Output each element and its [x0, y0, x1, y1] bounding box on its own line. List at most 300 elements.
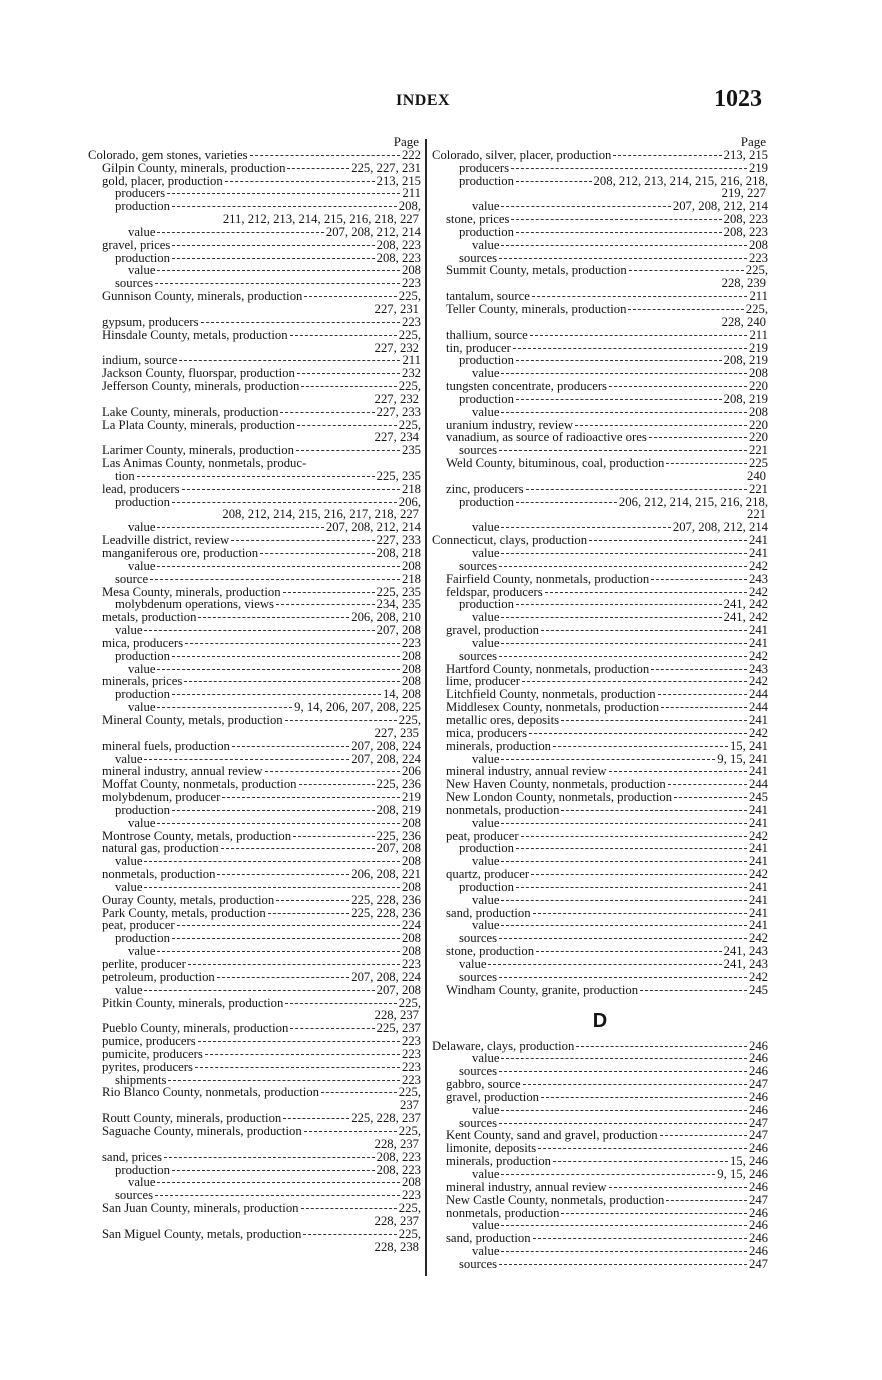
index-entry [88, 419, 421, 432]
leader-dots [499, 1070, 747, 1072]
entry-term: gravel, prices [102, 237, 171, 252]
entry-pages: 208 [401, 854, 421, 869]
index-continuation: 208, 212, 214, 215, 216, 217, 218, 227 [222, 507, 419, 522]
index-entry [432, 213, 768, 226]
entry-pages: 208 [401, 1175, 421, 1190]
entry-term: value [472, 815, 500, 830]
leader-dots [198, 1040, 400, 1042]
index-entry [88, 483, 421, 496]
entry-term: Hinsdale County, metals, production [102, 327, 288, 342]
entry-pages: 225, [398, 379, 421, 394]
index-entry [88, 457, 421, 470]
entry-term: producers [115, 186, 166, 201]
leader-dots [516, 398, 722, 400]
entry-pages: 206, [398, 494, 421, 509]
index-entry [432, 1181, 768, 1194]
entry-term: Mesa County, minerals, production [102, 584, 281, 599]
leader-dots [144, 886, 399, 888]
entry-term: value [472, 610, 500, 625]
entry-pages: 241 [748, 879, 768, 894]
entry-term: Windham County, granite, production [446, 982, 639, 997]
entry-pages: 241, 243 [723, 944, 768, 959]
entry-term: vanadium, as source of radioactive ores [446, 430, 647, 445]
index-entry [88, 714, 421, 727]
entry-pages: 208, 223 [723, 224, 768, 239]
entry-pages: 225, [398, 327, 421, 342]
entry-pages: 223 [401, 314, 421, 329]
entry-term: limonite, deposits [446, 1141, 537, 1156]
leader-dots [499, 655, 747, 657]
entry-pages: 243 [748, 571, 768, 586]
leader-dots [157, 950, 399, 952]
entry-term: minerals, prices [102, 674, 183, 689]
index-entry [88, 239, 421, 252]
entry-pages: 241, 242 [723, 597, 768, 612]
index-entry [88, 1035, 421, 1048]
leader-dots [533, 1237, 747, 1239]
leader-dots [172, 244, 374, 246]
entry-pages: 206 [401, 764, 421, 779]
leader-dots [501, 552, 746, 554]
leader-dots [265, 770, 400, 772]
entry-pages: 247 [748, 1077, 768, 1092]
entry-pages: 208, 223 [376, 1149, 421, 1164]
leader-dots [280, 411, 374, 413]
index-entry [88, 1151, 421, 1164]
leader-dots [164, 1156, 375, 1158]
leader-dots [205, 1053, 400, 1055]
entry-pages: 225, 237 [376, 1021, 421, 1036]
leader-dots [221, 847, 375, 849]
entry-term: sand, production [446, 1231, 531, 1246]
index-entry [88, 149, 421, 162]
leader-dots [660, 1134, 747, 1136]
entry-term: New London County, nonmetals, production [446, 790, 673, 805]
entry-pages: 241 [748, 815, 768, 830]
leader-dots [179, 359, 400, 361]
index-entry [432, 496, 768, 509]
index-entry [432, 984, 768, 997]
entry-pages: 208 [401, 648, 421, 663]
index-column-left [88, 136, 421, 1253]
entry-pages: 220 [748, 417, 768, 432]
index-entry [88, 791, 421, 804]
leader-dots [501, 899, 746, 901]
entry-term: production [115, 802, 170, 817]
entry-pages: 225, [398, 712, 421, 727]
entry-term: sources [459, 969, 498, 984]
entry-pages: 225, [398, 289, 421, 304]
entry-pages: 247 [748, 1192, 768, 1207]
leader-dots [499, 449, 747, 451]
leader-dots [172, 1169, 375, 1171]
leader-dots [276, 899, 349, 901]
entry-term: value [472, 1051, 500, 1066]
entry-pages: 225, [398, 1085, 421, 1100]
column-heading: Page [740, 134, 766, 149]
leader-dots [499, 565, 747, 567]
column-divider [425, 139, 427, 1276]
entry-term: value [128, 558, 156, 573]
entry-term: production [115, 494, 170, 509]
entry-pages: 246 [748, 1205, 768, 1220]
entry-term: New Castle County, nonmetals, production [446, 1192, 665, 1207]
index-entry [88, 997, 421, 1010]
entry-term: minerals, production [446, 1154, 552, 1169]
index-entry [88, 650, 421, 663]
entry-term: pyrites, producers [102, 1059, 193, 1074]
leader-dots [561, 809, 747, 811]
entry-term: value [472, 892, 500, 907]
entry-term: stone, production [446, 944, 535, 959]
entry-pages: 207, 208, 212, 214 [325, 224, 421, 239]
entry-term: tin, producer [446, 340, 511, 355]
entry-term: mineral industry, annual review [446, 764, 607, 779]
index-entry [432, 1168, 768, 1181]
entry-term: value [472, 751, 500, 766]
entry-pages: 211 [402, 186, 421, 201]
entry-pages: 242 [748, 725, 768, 740]
entry-pages: 242 [748, 584, 768, 599]
index-entries [432, 1040, 768, 1271]
entry-pages: 246 [748, 1179, 768, 1194]
leader-dots [501, 1057, 746, 1059]
entry-pages: 241 [748, 854, 768, 869]
index-entry [432, 483, 768, 496]
index-entry [432, 1258, 768, 1271]
entry-pages: 223 [401, 1059, 421, 1074]
leader-dots [533, 912, 747, 914]
entry-pages: 241, 243 [723, 957, 768, 971]
index-entry [432, 162, 768, 175]
entry-term: Leadville district, review [102, 533, 230, 548]
entry-term: lime, producer [446, 674, 520, 689]
entry-term: sources [459, 443, 498, 458]
entry-pages: 242 [748, 828, 768, 843]
entry-pages: 223 [401, 1188, 421, 1203]
entry-term: sources [459, 1115, 498, 1130]
entry-pages: 246 [748, 1038, 768, 1053]
entry-term: value [128, 815, 156, 830]
entry-term: value [128, 661, 156, 676]
leader-dots [283, 1117, 349, 1119]
entry-term: value [459, 957, 487, 971]
entry-term: nonmetals, production [446, 1205, 560, 1220]
leader-dots [501, 1173, 715, 1175]
entry-term: lead, producers [102, 481, 180, 496]
entry-term: value [128, 520, 156, 535]
entry-term: Rio Blanco County, nonmetals, production [102, 1085, 319, 1100]
entry-term: mineral industry, annual review [446, 1179, 607, 1194]
entry-pages: 15, 246 [729, 1154, 768, 1169]
index-continuation: 211, 212, 213, 214, 215, 216, 218, 227 [222, 212, 419, 227]
entry-pages: 245 [748, 982, 768, 997]
index-entry [88, 1086, 421, 1099]
leader-dots [172, 205, 397, 207]
leader-dots [157, 668, 399, 670]
index-entry [432, 380, 768, 393]
entry-term: source [115, 571, 149, 586]
index-entry [432, 1078, 768, 1091]
leader-dots [137, 475, 375, 477]
entry-term: nonmetals, production [446, 802, 560, 817]
leader-dots [144, 989, 374, 991]
entry-pages: 225, [745, 263, 768, 278]
leader-dots [172, 937, 400, 939]
leader-dots [561, 1212, 747, 1214]
entry-term: value [472, 404, 500, 419]
entry-pages: 242 [748, 931, 768, 946]
entry-pages: 211 [749, 289, 768, 304]
entry-pages: 225, [745, 301, 768, 316]
index-entry [88, 290, 421, 303]
index-continuation: 227, 234 [374, 430, 419, 445]
entry-term: Larimer County, minerals, production [102, 443, 294, 458]
leader-dots [157, 822, 399, 824]
entry-term: Gilpin County, minerals, production [102, 160, 286, 175]
index-entry [432, 149, 768, 162]
index-entry [432, 560, 768, 573]
index-entry [432, 393, 768, 406]
leader-dots [285, 719, 397, 721]
entry-pages: 241 [748, 533, 768, 548]
entry-term: production [459, 879, 514, 894]
index-entry [432, 624, 768, 637]
entry-pages: 223 [401, 1072, 421, 1087]
leader-dots [195, 1066, 400, 1068]
leader-dots [157, 231, 323, 233]
section-letter: D [592, 1009, 608, 1032]
leader-dots [283, 591, 375, 593]
entry-pages: 206, 212, 214, 215, 216, 218, [618, 494, 768, 509]
index-continuation: 219, 227 [721, 186, 766, 201]
leader-dots [651, 578, 747, 580]
entry-pages: 207, 208, 212, 214 [672, 199, 768, 214]
entry-term: value [472, 854, 500, 869]
entry-term: manganiferous ore, production [102, 546, 259, 560]
index-entry [432, 406, 768, 419]
entry-pages: 246 [748, 1218, 768, 1233]
entry-pages: 225, [398, 1123, 421, 1138]
entry-term: Saguache County, minerals, production [102, 1123, 302, 1138]
leader-dots [553, 1160, 728, 1162]
entry-pages: 246 [748, 1102, 768, 1117]
entry-term: Gunnison County, minerals, production [102, 289, 303, 304]
entry-pages: 208 [748, 366, 768, 381]
leader-dots [499, 1263, 747, 1265]
entry-term: value [472, 635, 500, 650]
leader-dots [501, 822, 746, 824]
index-entry [88, 804, 421, 817]
index-entry [88, 984, 421, 997]
leader-dots [511, 218, 721, 220]
index-entry [88, 470, 421, 483]
entry-pages: 246 [748, 1089, 768, 1104]
leader-dots [172, 655, 400, 657]
entry-term: Routt County, minerals, production [102, 1111, 282, 1126]
entry-pages: 9, 15, 241 [717, 751, 768, 766]
index-entry [432, 329, 768, 342]
leader-dots [532, 295, 748, 297]
entry-pages: 232 [401, 366, 421, 381]
leader-dots [287, 167, 349, 169]
index-entry [88, 1061, 421, 1074]
entry-pages: 208, 219 [376, 802, 421, 817]
entry-term: stone, prices [446, 212, 510, 227]
entry-term: Ouray County, metals, production [102, 892, 275, 907]
leader-dots [222, 796, 400, 798]
entry-term: production [115, 250, 170, 265]
entry-pages: 207, 208, 224 [351, 969, 421, 984]
entry-pages: 225, [398, 1201, 421, 1216]
entry-pages: 208, 218 [376, 546, 421, 560]
leader-dots [613, 154, 721, 156]
entry-term: Weld County, bituminous, coal, production [446, 456, 665, 471]
entry-term: molybdenum operations, views [115, 597, 274, 612]
index-entry [88, 958, 421, 971]
entry-pages: 219 [748, 340, 768, 355]
leader-dots [575, 424, 747, 426]
entry-pages: 242 [748, 969, 768, 984]
leader-dots [488, 963, 721, 965]
entry-term: zinc, producers [446, 481, 524, 496]
entry-term: sources [459, 931, 498, 946]
entry-term: production [115, 648, 170, 663]
entry-pages: 213, 215 [376, 173, 421, 188]
entry-pages: 225, 236 [376, 777, 421, 792]
leader-dots [609, 385, 747, 387]
leader-dots [499, 257, 747, 259]
leader-dots [674, 796, 747, 798]
leader-dots [167, 192, 400, 194]
entry-term: Connecticut, clays, production [432, 533, 588, 548]
index-entry [88, 226, 421, 239]
leader-dots [297, 424, 397, 426]
leader-dots [304, 1130, 397, 1132]
entry-pages: 223 [748, 250, 768, 265]
index-column-right [432, 136, 768, 1271]
leader-dots [290, 1027, 374, 1029]
entry-pages: 241 [748, 712, 768, 727]
entry-pages: 247 [748, 1128, 768, 1143]
leader-dots [501, 205, 670, 207]
index-continuation: 228, 240 [721, 314, 766, 329]
entry-term: Colorado, gem stones, varieties [88, 147, 248, 162]
leader-dots [658, 693, 747, 695]
index-entry [88, 624, 421, 637]
entry-term: shipments [115, 1072, 167, 1087]
entry-pages: 241 [748, 623, 768, 638]
entry-pages: 225, 227, 231 [351, 160, 421, 175]
index-entry [432, 971, 768, 984]
index-entry [88, 329, 421, 342]
entry-pages: 242 [748, 648, 768, 663]
leader-dots [276, 603, 375, 605]
entry-term: sources [459, 558, 498, 573]
entry-pages: 245 [748, 790, 768, 805]
leader-dots [501, 1250, 746, 1252]
leader-dots [501, 244, 746, 246]
index-entry [88, 1048, 421, 1061]
leader-dots [516, 847, 747, 849]
entry-pages: 246 [748, 1064, 768, 1079]
index-entry [88, 316, 421, 329]
index-entry [88, 868, 421, 881]
leader-dots [529, 732, 747, 734]
leader-dots [144, 629, 374, 631]
entry-term: sources [115, 276, 154, 291]
entry-term: tantalum, source [446, 289, 530, 304]
entry-term: production [115, 687, 170, 702]
entry-pages: 208, 223 [376, 250, 421, 265]
page-number: 1023 [714, 86, 762, 112]
entry-term: value [472, 1102, 500, 1117]
leader-dots [250, 154, 400, 156]
entry-pages: 208, [398, 199, 421, 214]
entry-term: mineral fuels, production [102, 738, 230, 753]
leader-dots [217, 976, 349, 978]
leader-dots [321, 1091, 397, 1093]
running-title: INDEX [396, 92, 451, 109]
entry-term: production [459, 353, 514, 368]
leader-dots [541, 629, 747, 631]
leader-dots [157, 269, 399, 271]
entry-term: Kent County, sand and gravel, production [446, 1128, 658, 1143]
entry-term: value [472, 918, 500, 933]
entry-term: quartz, producer [446, 867, 530, 882]
leader-dots [522, 680, 747, 682]
leader-dots [523, 1083, 747, 1085]
entry-term: value [472, 1166, 500, 1181]
leader-dots [521, 835, 747, 837]
index-continuation: 227, 232 [374, 391, 419, 406]
entry-term: value [472, 366, 500, 381]
entry-term: uranium industry, review [446, 417, 574, 432]
entry-pages: 234, 235 [376, 597, 421, 612]
entry-term: production [459, 494, 514, 509]
index-continuation: 228, 237 [374, 1136, 419, 1151]
entry-pages: 207, 208 [376, 841, 421, 856]
entry-pages: 241, 242 [723, 610, 768, 625]
leader-dots [182, 488, 400, 490]
leader-dots [157, 706, 292, 708]
entry-term: sand, prices [102, 1149, 162, 1164]
index-entry [88, 560, 421, 573]
entry-pages: 227, 233 [376, 533, 421, 548]
index-entry [88, 881, 421, 894]
index-entry [432, 958, 768, 971]
entry-pages: 246 [748, 1244, 768, 1259]
leader-dots [144, 758, 349, 760]
entry-term: Las Animas County, nonmetals, produc- [102, 456, 307, 471]
index-entry [432, 1245, 768, 1258]
entry-term: San Juan County, minerals, production [102, 1201, 299, 1216]
index-entry [88, 971, 421, 984]
index-entry [432, 573, 768, 586]
index-entries [432, 149, 768, 997]
entry-pages: 242 [748, 674, 768, 689]
entry-pages: 241 [748, 892, 768, 907]
index-entry [88, 1202, 421, 1215]
entry-term: sources [115, 1188, 154, 1203]
entry-pages: 211 [749, 327, 768, 342]
entry-term: production [115, 199, 170, 214]
leader-dots [526, 488, 747, 490]
leader-dots [609, 770, 747, 772]
leader-dots [150, 578, 400, 580]
entry-term: Delaware, clays, production [432, 1038, 575, 1053]
entry-term: New Haven County, nonmetals, production [446, 777, 666, 792]
